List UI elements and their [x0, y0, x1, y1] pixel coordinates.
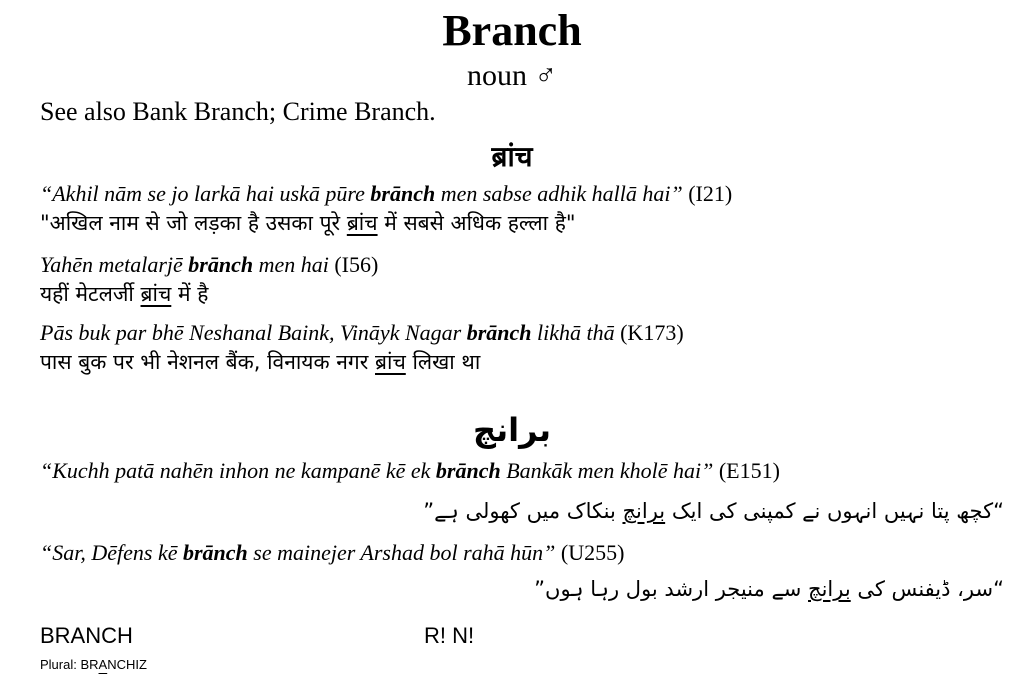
urdu-heading: برانچ — [473, 411, 551, 449]
example-text: “Akhil nām se jo larkā hai uskā pūre — [40, 181, 371, 206]
example-text: में है — [171, 282, 209, 306]
example-text: यहीं मेटलर्जी — [40, 282, 141, 306]
example-term: brānch — [370, 181, 436, 206]
example-ref: (E151) — [713, 458, 780, 483]
example-ref: (K173) — [614, 320, 684, 345]
example-term: brānch — [182, 540, 248, 565]
example-text: में सबसे अधिक हल्ला है" — [377, 211, 576, 235]
example-romanized — [40, 181, 732, 207]
example-term: brānch — [466, 320, 532, 345]
example-text: “سر، ڈیفنس کی — [850, 577, 1004, 601]
example-text: “Sar, Dēfens kē — [40, 540, 183, 565]
example-urdu — [534, 574, 1004, 604]
example-text: "अखिल नाम से जो लड़का है उसका पूरे — [40, 211, 347, 235]
part-of-speech: noun ♂ — [467, 59, 557, 92]
pronunciation-upper: BRANCH — [40, 623, 133, 648]
example-text: men hai — [253, 252, 329, 277]
example-text: “کچھ پتا نہیں انہوں نے کمپنی کی ایک — [665, 499, 1004, 523]
example-romanized — [40, 540, 624, 566]
example-term: برانچ — [622, 499, 666, 523]
plural-text: NCHIZ — [107, 657, 147, 672]
plural-text: BR — [80, 657, 99, 672]
example-devanagari — [40, 348, 480, 376]
see-also: See also Bank Branch; Crime Branch. — [40, 97, 436, 126]
example-text: Bankāk men kholē hai” — [500, 458, 714, 483]
example-text: Pās buk par bhē Neshanal Baink, Vināyk Nagar — [40, 320, 467, 345]
plural-form — [40, 656, 147, 674]
example-text: “Kuchh patā nahēn inhon ne kampanē kē ek — [40, 458, 436, 483]
example-term: برانچ — [808, 577, 851, 601]
example-ref: (I21) — [682, 181, 733, 206]
example-romanized — [40, 252, 378, 278]
headword: Branch — [442, 6, 582, 55]
example-romanized — [40, 458, 780, 484]
example-term: ब्रांच — [375, 350, 406, 374]
example-urdu — [423, 496, 1004, 526]
example-term: ब्रांच — [346, 211, 378, 235]
example-devanagari — [40, 209, 576, 237]
plural-label: Plural: — [40, 657, 81, 672]
hindi-heading: ब्रांच — [491, 140, 533, 173]
example-text: likhā thā — [531, 320, 615, 345]
example-text: men sabse adhik hallā hai” — [435, 181, 683, 206]
pronunciation-code: R! N! — [424, 623, 475, 648]
example-ref: (U255) — [555, 540, 625, 565]
plural-stressed: A — [98, 657, 108, 672]
example-text: بنکاک میں کھولی ہے” — [423, 499, 623, 523]
example-text: लिखा था — [405, 350, 481, 374]
example-text: Yahēn metalarjē — [40, 252, 189, 277]
example-term: brānch — [435, 458, 501, 483]
example-text: पास बुक पर भी नेशनल बैंक, विनायक नगर — [40, 350, 376, 374]
example-term: brānch — [188, 252, 254, 277]
example-text: سے منیجر ارشد بول رہا ہوں” — [534, 577, 809, 601]
example-ref: (I56) — [328, 252, 379, 277]
example-term: ब्रांच — [140, 282, 172, 306]
example-romanized — [40, 320, 684, 346]
example-devanagari — [40, 280, 208, 308]
example-text: se mainejer Arshad bol rahā hūn” — [247, 540, 556, 565]
